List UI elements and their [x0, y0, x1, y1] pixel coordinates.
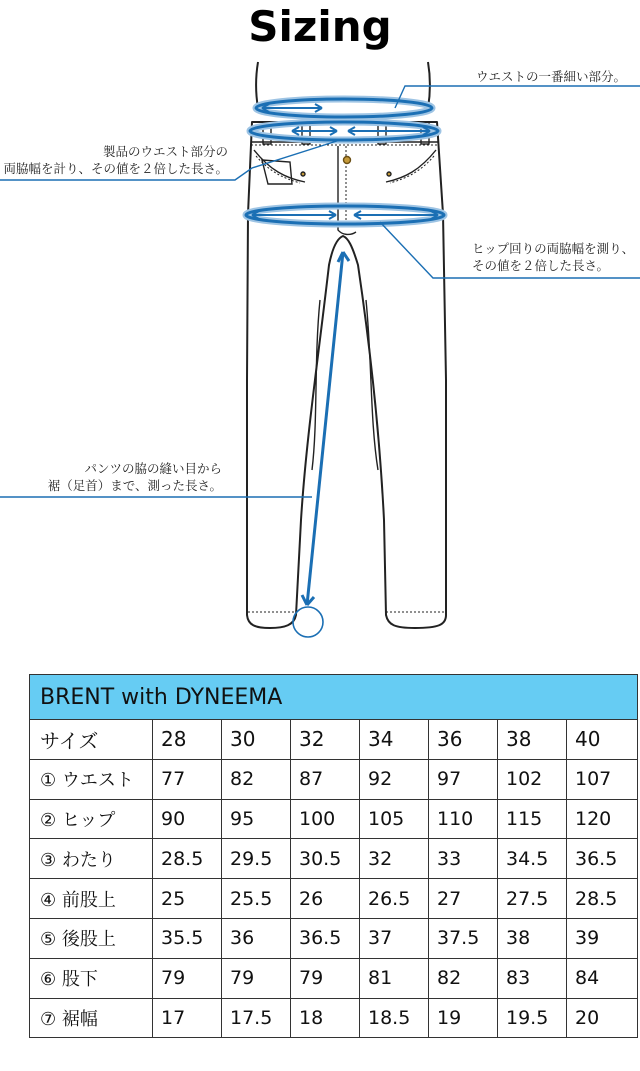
measurement-value: 82: [222, 759, 291, 799]
table-caption-row: [30, 675, 638, 720]
measurement-value: 120: [567, 799, 638, 839]
table-row: [30, 839, 638, 879]
measurement-value: 33: [429, 839, 498, 879]
page-title: Sizing: [248, 2, 392, 51]
measurement-value: 36.5: [567, 839, 638, 879]
size-header-cell: 30: [222, 720, 291, 760]
measurement-value: 100: [291, 799, 360, 839]
measurement-value: 27: [429, 879, 498, 919]
measurement-value: 82: [429, 958, 498, 998]
measurement-value: 27.5: [498, 879, 567, 919]
measurement-value: 38: [498, 918, 567, 958]
annotation-waist: 製品のウエスト部分の 両脇幅を計り、その値を２倍した長さ。: [3, 144, 228, 176]
size-header-cell: 40: [567, 720, 638, 760]
measurement-value: 37.5: [429, 918, 498, 958]
measurement-value: 110: [429, 799, 498, 839]
measurement-value: 79: [291, 958, 360, 998]
size-header-cell: 32: [291, 720, 360, 760]
annotation-hip: ヒップ回りの両脇幅を測り、 その値を２倍した長さ。: [472, 241, 635, 273]
table-row: [30, 918, 638, 958]
measurement-value: 25.5: [222, 879, 291, 919]
measurement-value: 115: [498, 799, 567, 839]
table-header-row: [30, 720, 638, 760]
size-header-label: サイズ: [30, 720, 153, 760]
measurement-value: 36: [222, 918, 291, 958]
measurement-value: 19: [429, 998, 498, 1038]
table-caption: BRENT with DYNEEMA: [30, 675, 638, 720]
measurement-value: 79: [222, 958, 291, 998]
measurement-value: 28.5: [153, 839, 222, 879]
measurement-value: 29.5: [222, 839, 291, 879]
measurement-value: 17: [153, 998, 222, 1038]
measurement-value: 92: [360, 759, 429, 799]
measurement-value: 97: [429, 759, 498, 799]
measurement-value: 102: [498, 759, 567, 799]
measurement-value: 36.5: [291, 918, 360, 958]
measurement-value: 32: [360, 839, 429, 879]
measurement-value: 18: [291, 998, 360, 1038]
measurement-value: 35.5: [153, 918, 222, 958]
measurement-value: 26: [291, 879, 360, 919]
size-header-cell: 38: [498, 720, 567, 760]
table-row: [30, 759, 638, 799]
measurement-value: 95: [222, 799, 291, 839]
measurement-label: ⑥ 股下: [30, 958, 153, 998]
table-row: [30, 799, 638, 839]
measurement-label: ③ わたり: [30, 839, 153, 879]
measurement-value: 77: [153, 759, 222, 799]
measurement-value: 17.5: [222, 998, 291, 1038]
measurement-value: 83: [498, 958, 567, 998]
size-header-cell: 36: [429, 720, 498, 760]
measurement-value: 105: [360, 799, 429, 839]
measurement-value: 84: [567, 958, 638, 998]
measurement-value: 19.5: [498, 998, 567, 1038]
measurement-label: ② ヒップ: [30, 799, 153, 839]
measurement-value: 34.5: [498, 839, 567, 879]
measurement-label: ⑤ 後股上: [30, 918, 153, 958]
measurement-value: 26.5: [360, 879, 429, 919]
measurement-value: 39: [567, 918, 638, 958]
table-row: [30, 998, 638, 1038]
measurement-value: 30.5: [291, 839, 360, 879]
size-header-cell: 28: [153, 720, 222, 760]
measurement-label: ① ウエスト: [30, 759, 153, 799]
measurement-label: ⑦ 裾幅: [30, 998, 153, 1038]
jeans-outline: [247, 122, 446, 628]
measurement-value: 20: [567, 998, 638, 1038]
table-row: [30, 958, 638, 998]
size-header-cell: 34: [360, 720, 429, 760]
hem-circle: [293, 607, 323, 637]
measurement-value: 18.5: [360, 998, 429, 1038]
measurement-label: ④ 前股上: [30, 879, 153, 919]
measurement-value: 37: [360, 918, 429, 958]
size-table: [29, 674, 638, 1038]
annotation-waist-narrowest: ウエストの一番細い部分。: [475, 69, 626, 84]
measurement-value: 28.5: [567, 879, 638, 919]
measurement-value: 25: [153, 879, 222, 919]
measurement-value: 87: [291, 759, 360, 799]
measurement-value: 107: [567, 759, 638, 799]
measurement-value: 81: [360, 958, 429, 998]
annotation-inseam: パンツの脇の縫い目から 裾（足首）まで、測った長さ。: [47, 461, 222, 493]
measurement-value: 79: [153, 958, 222, 998]
measurement-value: 90: [153, 799, 222, 839]
table-row: [30, 879, 638, 919]
